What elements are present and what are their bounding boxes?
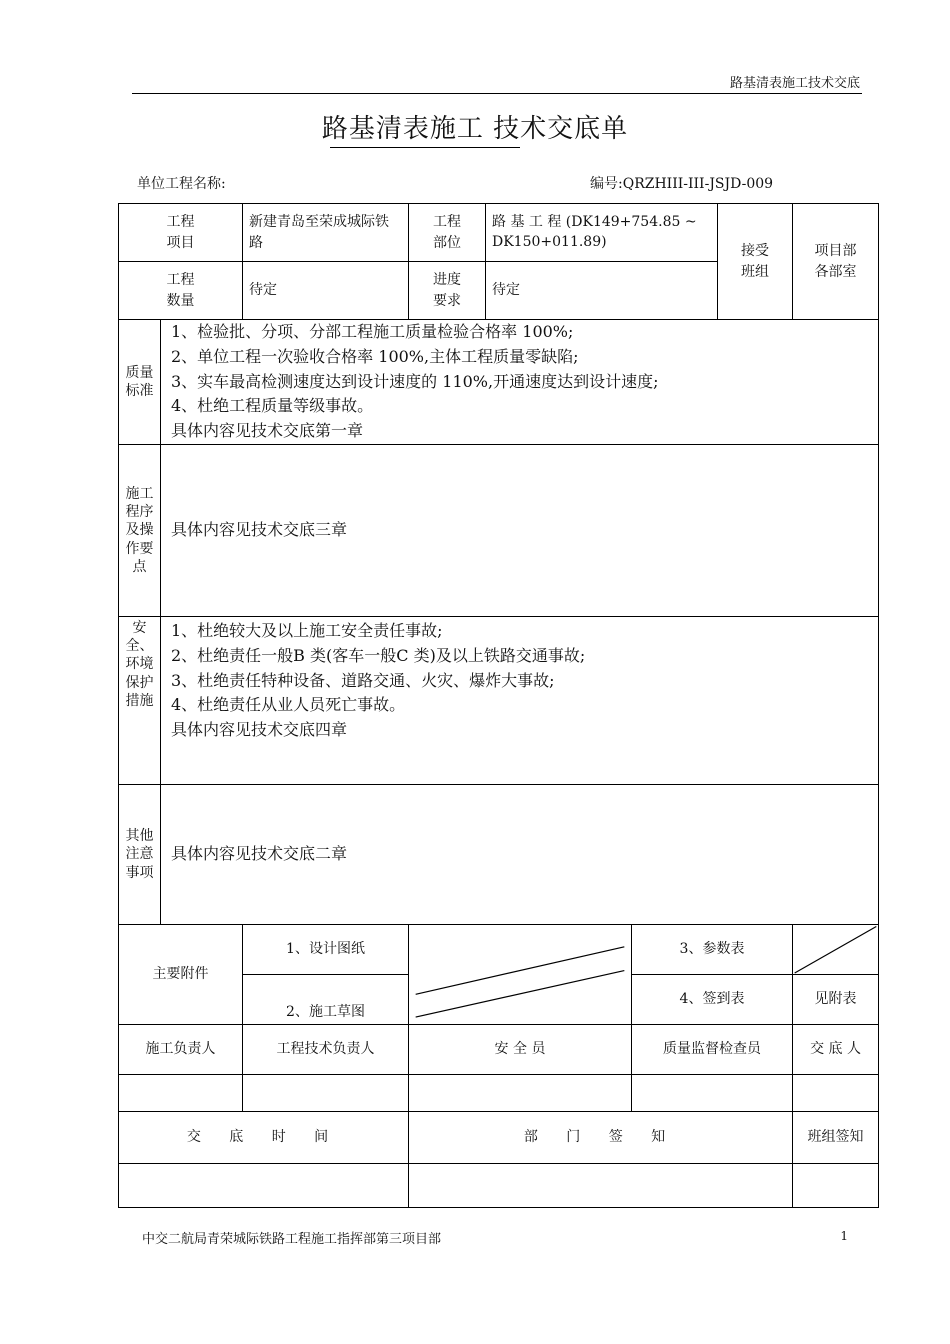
quality-inspector-sign[interactable] xyxy=(632,1075,793,1112)
other-label: 其他注意事项 xyxy=(119,785,161,925)
attachment-strike-cell xyxy=(793,925,879,975)
quality-line-3: 3、实车最高检测速度达到设计速度的 110%,开通速度达到设计速度; xyxy=(171,371,659,391)
quantity-label: 工程 数量 xyxy=(119,262,243,320)
safety-line-3: 3、杜绝责任特种设备、道路交通、火灾、爆炸大事故; xyxy=(171,670,555,690)
construction-lead-sign[interactable] xyxy=(119,1075,243,1112)
see-attached: 见附表 xyxy=(793,975,879,1025)
attachment-item-2: 2、施工草图 xyxy=(243,975,409,1025)
safety-line-4: 4、杜绝责任从业人员死亡事故。 xyxy=(171,695,406,715)
page-number: 1 xyxy=(840,1229,848,1243)
safety-line-1: 1、杜绝较大及以上施工安全责任事故; xyxy=(171,621,443,640)
procedure-label: 施工程序及操作要点 xyxy=(119,445,161,617)
team-sign-label: 班组签知 xyxy=(793,1112,879,1164)
tech-lead-label: 工程技术负责人 xyxy=(243,1025,409,1075)
quality-line-2: 2、单位工程一次验收合格率 100%,主体工程质量零缺陷; xyxy=(171,346,579,366)
dept-label: 项目部 各部室 xyxy=(793,204,879,320)
presenter-label: 交 底 人 xyxy=(793,1025,879,1075)
attachment-blank-strike xyxy=(409,925,632,1025)
quality-line-1: 1、检验批、分项、分部工程施工质量检验合格率 100%; xyxy=(171,322,574,341)
time-value[interactable] xyxy=(119,1164,409,1208)
part-value: 路 基 工 程 (DK149+754.85 ~ DK150+011.89) xyxy=(486,204,718,262)
project-value: 新建青岛至荣成城际铁路 xyxy=(243,204,409,262)
safety-officer-label: 安 全 员 xyxy=(409,1025,632,1075)
dept-sign-value[interactable] xyxy=(409,1164,793,1208)
unit-name-label: 单位工程名称: xyxy=(137,176,226,192)
attachment-item-4: 4、签到表 xyxy=(632,975,793,1025)
quality-line-5: 具体内容见技术交底第一章 xyxy=(171,421,364,441)
tech-lead-sign[interactable] xyxy=(243,1075,409,1112)
quality-label: 质量标准 xyxy=(119,320,161,445)
other-content: 具体内容见技术交底二章 xyxy=(161,785,879,925)
project-label: 工程 项目 xyxy=(119,204,243,262)
attachment-item-3: 3、参数表 xyxy=(632,925,793,975)
title-underline xyxy=(330,147,520,148)
part-label: 工程 部位 xyxy=(409,204,486,262)
attachment-item-1: 1、设计图纸 xyxy=(243,925,409,975)
safety-line-2: 2、杜绝责任一般B 类(客车一般C 类)及以上铁路交通事故; xyxy=(171,645,586,665)
running-header: 路基清表施工技术交底 xyxy=(729,76,860,91)
quality-line-4: 4、杜绝工程质量等级事故。 xyxy=(171,396,374,416)
dept-sign-label: 部 门 签 知 xyxy=(409,1112,793,1164)
quantity-value: 待定 xyxy=(243,262,409,320)
presenter-sign[interactable] xyxy=(793,1075,879,1112)
document-code: 编号:QRZHIII-III-JSJD-009 xyxy=(590,176,774,192)
header-rule xyxy=(132,93,862,94)
receiver-label: 接受 班组 xyxy=(718,204,793,320)
construction-lead-label: 施工负责人 xyxy=(119,1025,243,1075)
safety-content xyxy=(161,617,879,785)
progress-label: 进度 要求 xyxy=(409,262,486,320)
document-title: 路基清表施工 技术交底单 xyxy=(321,114,629,144)
procedure-content: 具体内容见技术交底三章 xyxy=(161,445,879,617)
quality-inspector-label: 质量监督检查员 xyxy=(632,1025,793,1075)
time-label: 交 底 时 间 xyxy=(119,1112,409,1164)
footer-org: 中交二航局青荣城际铁路工程施工指挥部第三项目部 xyxy=(142,1232,442,1247)
attachments-label: 主要附件 xyxy=(119,925,243,1025)
progress-value: 待定 xyxy=(486,262,718,320)
safety-officer-sign[interactable] xyxy=(409,1075,632,1112)
safety-label: 安全、环境保护措施 xyxy=(119,617,161,785)
quality-content xyxy=(161,320,879,445)
safety-line-5: 具体内容见技术交底四章 xyxy=(171,720,348,740)
team-sign-value[interactable] xyxy=(793,1164,879,1208)
disclosure-table xyxy=(118,203,879,1208)
